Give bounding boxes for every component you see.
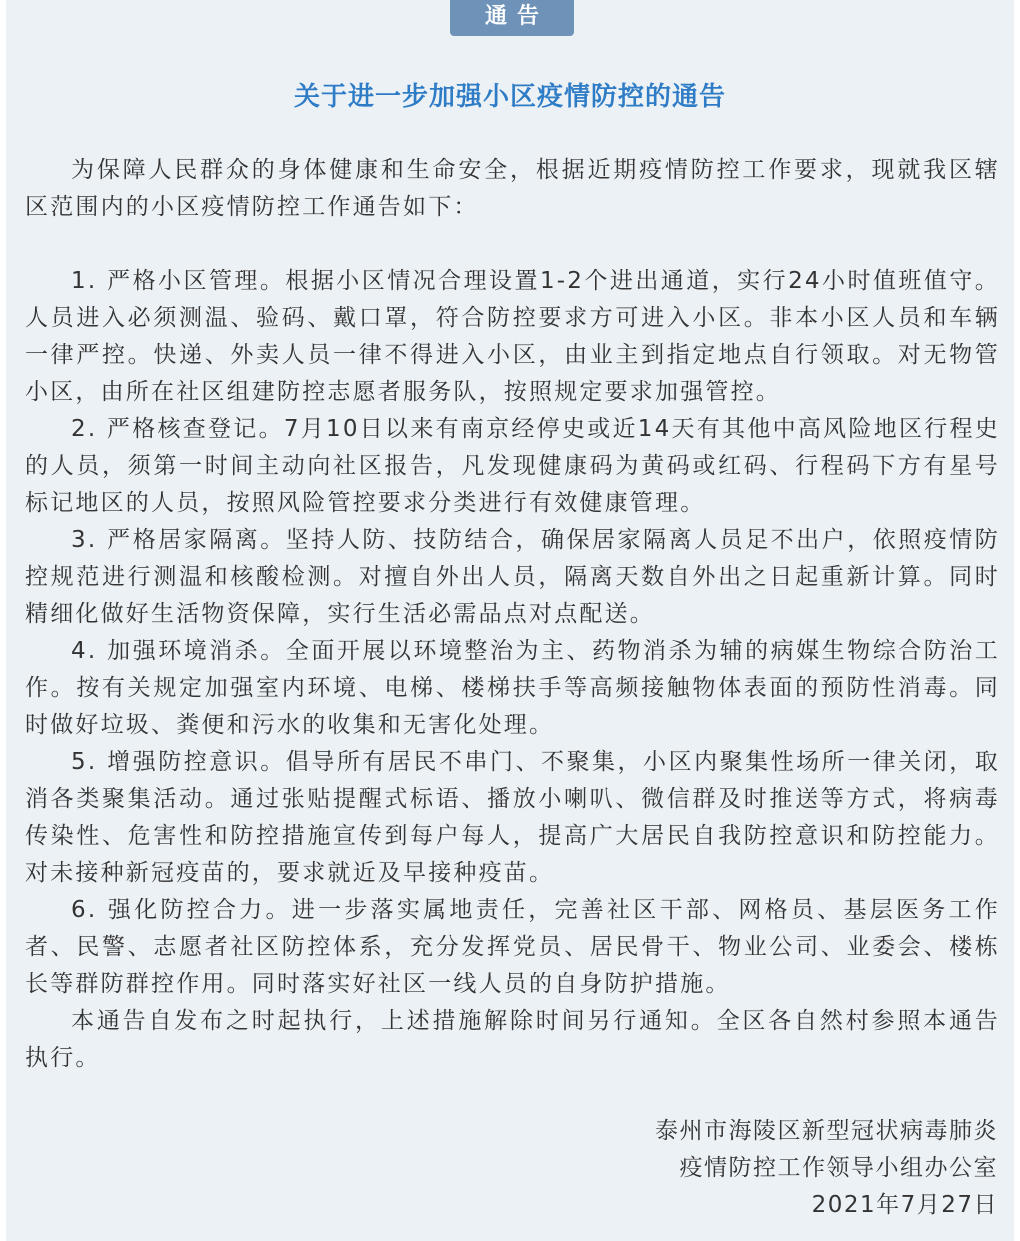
notice-body [25,152,1000,1077]
item-6-paragraph: 6. 强化防控合力。进一步落实属地责任，完善社区干部、网格员、基层医务工作者、民警、志愿者社区防控体系，充分发挥党员、居民骨干、物业公司、业委会、楼栋长等群防群控作用。同时落实好社区一线人员的自身防护措施。 [25,897,1000,997]
item-1-paragraph: 1. 严格小区管理。根据小区情况合理设置1-2个进出通道，实行24小时值班值守。人员进入必须测温、验码、戴口罩，符合防控要求方可进入小区。非本小区人员和车辆一律严控。快递、外卖人员一律不得进入小区，由业主到指定地点自行领取。对无物管小区，由所在社区组建防控志愿者服务队，按照规定要求加强管控。 [25,268,1000,405]
paragraph-gap [25,226,1000,263]
closing-paragraph: 本通告自发布之时起执行，上述措施解除时间另行通知。全区各自然村参照本通告执行。 [25,1008,1000,1071]
intro-paragraph: 为保障人民群众的身体健康和生命安全，根据近期疫情防控工作要求，现就我区辖区范围内的小区疫情防控工作通告如下： [25,157,1000,220]
signature-date: 2021年7月27日 [811,1192,998,1218]
notice-tag: 通告 [450,0,574,36]
signature-block [655,1113,998,1224]
signature-org-line2: 疫情防控工作领导小组办公室 [679,1155,998,1181]
item-4-paragraph: 4. 加强环境消杀。全面开展以环境整治为主、药物消杀为辅的病媒生物综合防治工作。按有关规定加强室内环境、电梯、楼梯扶手等高频接触物体表面的预防性消毒。同时做好垃圾、粪便和污水的收集和无害化处理。 [25,638,1000,738]
notice-title: 关于进一步加强小区疫情防控的通告 [293,82,726,112]
signature-org-line1: 泰州市海陵区新型冠状病毒肺炎 [655,1118,998,1144]
item-2-paragraph: 2. 严格核查登记。7月10日以来有南京经停史或近14天有其他中高风险地区行程史的人员，须第一时间主动向社区报告，凡发现健康码为黄码或红码、行程码下方有星号标记地区的人员，按照风险管控要求分类进行有效健康管理。 [25,416,1000,516]
item-5-paragraph: 5. 增强防控意识。倡导所有居民不串门、不聚集，小区内聚集性场所一律关闭，取消各类聚集活动。通过张贴提醒式标语、播放小喇叭、微信群及时推送等方式，将病毒传染性、危害性和防控措施宣传到每户每人，提高广大居民自我防控意识和防控能力。对未接种新冠疫苗的，要求就近及早接种疫苗。 [25,749,1000,886]
item-3-paragraph: 3. 严格居家隔离。坚持人防、技防结合，确保居家隔离人员足不出户，依照疫情防控规范进行测温和核酸检测。对擅自外出人员，隔离天数自外出之日起重新计算。同时精细化做好生活物资保障，实行生活必需品点对点配送。 [25,527,1000,627]
